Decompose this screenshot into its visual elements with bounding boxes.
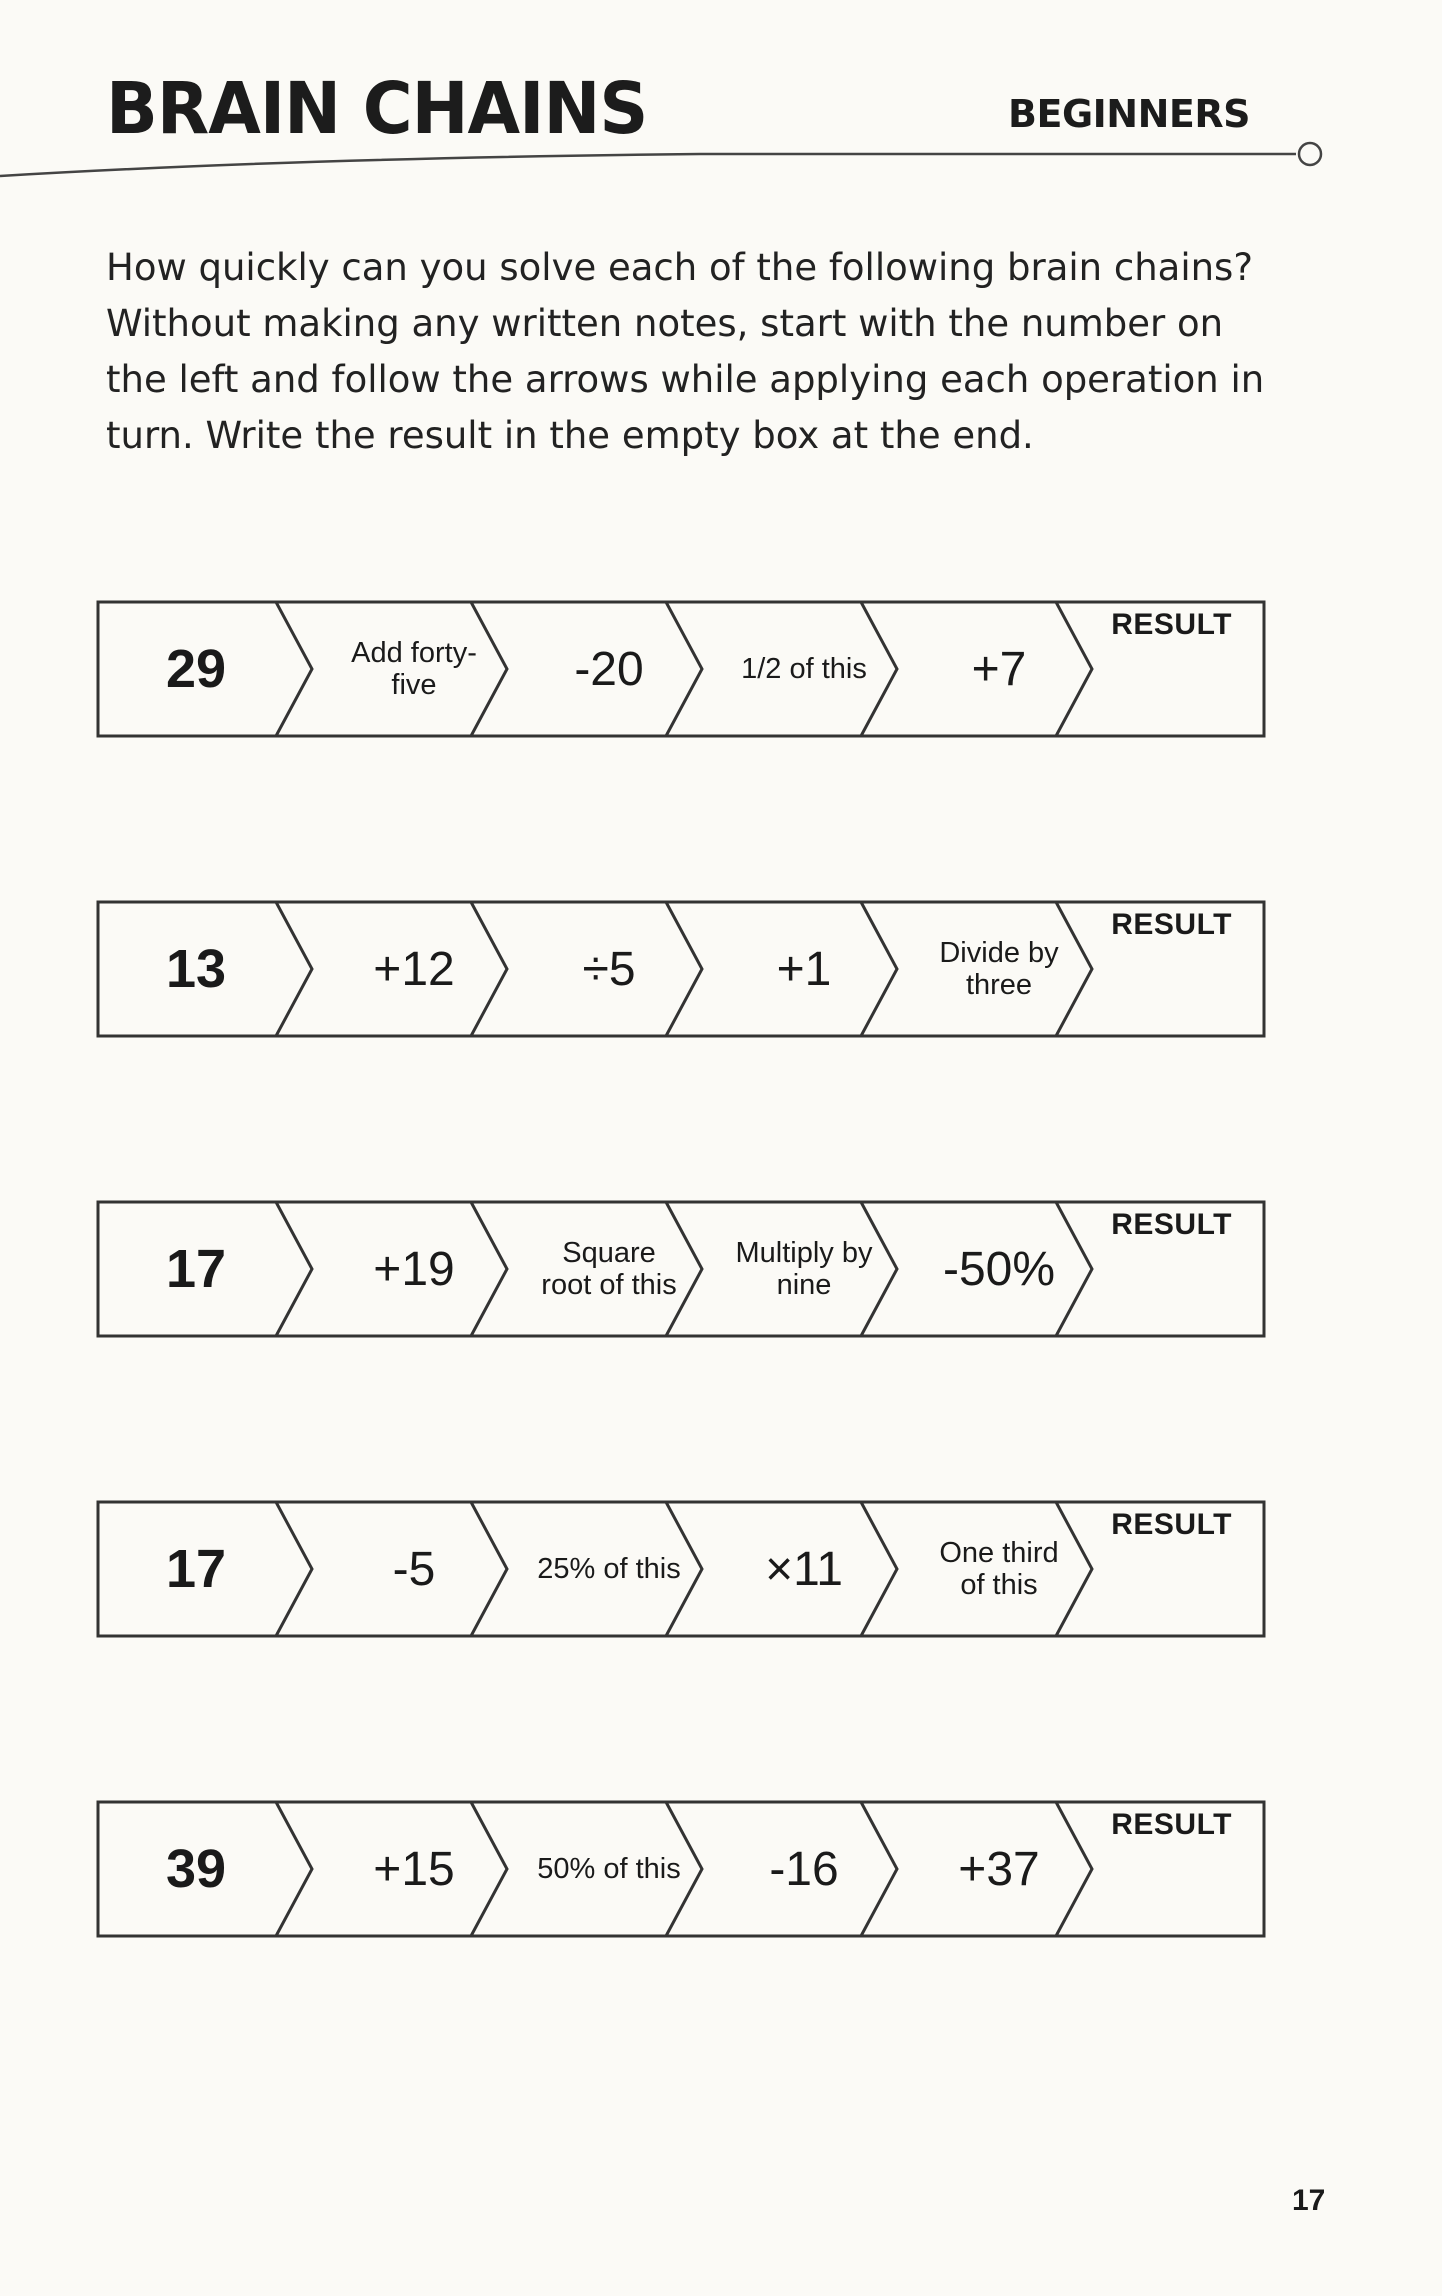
result-label: RESULT	[1111, 908, 1232, 941]
chevron-arrow	[276, 1502, 312, 1636]
brain-chain-row	[96, 600, 1266, 738]
operation-step: -5	[392, 1542, 436, 1596]
page-title: BRAIN CHAINS	[106, 68, 648, 151]
result-answer-box[interactable]	[1096, 600, 1256, 738]
brain-chain-row	[96, 1800, 1266, 1938]
start-number: 29	[165, 639, 227, 699]
operation-step: ×11	[765, 1542, 843, 1596]
operation-step: Divide by three	[939, 937, 1059, 1001]
result-label: RESULT	[1111, 608, 1232, 641]
result-answer-box[interactable]	[1096, 1200, 1256, 1338]
start-number: 17	[165, 1239, 227, 1299]
operation-step: One third of this	[939, 1537, 1059, 1601]
operation-step: -20	[574, 642, 644, 696]
operation-step: -16	[769, 1842, 839, 1896]
operation-step: Add forty-five	[351, 637, 477, 701]
operation-step: Square root of this	[541, 1237, 677, 1301]
operation-step: +7	[971, 642, 1027, 696]
chevron-arrow	[276, 602, 312, 736]
result-answer-box[interactable]	[1096, 900, 1256, 1038]
chevron-arrow	[276, 902, 312, 1036]
operation-step: +15	[373, 1842, 455, 1896]
operation-step: -50%	[942, 1242, 1056, 1296]
operation-step: +37	[958, 1842, 1040, 1896]
brain-chain-row	[96, 1500, 1266, 1638]
level-label: BEGINNERS	[1008, 92, 1250, 136]
operation-step: +1	[776, 942, 832, 996]
brain-chain-row	[96, 900, 1266, 1038]
instructions-text: How quickly can you solve each of the following brain chains? Without making any written notes, start with the number on the left and follow the arrows while applying each operation in turn. Write the result in the empty box at the end.	[106, 246, 1265, 457]
chevron-arrow	[276, 1802, 312, 1936]
operation-step: +19	[373, 1242, 455, 1296]
chevron-arrow	[276, 1202, 312, 1336]
result-label: RESULT	[1111, 1808, 1232, 1841]
result-label: RESULT	[1111, 1208, 1232, 1241]
operation-step: +12	[373, 942, 455, 996]
result-label: RESULT	[1111, 1508, 1232, 1541]
start-number: 39	[165, 1839, 227, 1899]
page-number: 17	[1292, 2184, 1326, 2217]
operation-step: Multiply by nine	[735, 1237, 873, 1301]
operation-step: 1/2 of this	[741, 653, 867, 685]
operation-step: 25% of this	[537, 1553, 681, 1585]
start-number: 17	[165, 1539, 227, 1599]
result-answer-box[interactable]	[1096, 1500, 1256, 1638]
start-number: 13	[165, 939, 227, 999]
header-rule	[0, 140, 1442, 180]
operation-step: ÷5	[582, 942, 636, 996]
result-answer-box[interactable]	[1096, 1800, 1256, 1938]
operation-step: 50% of this	[537, 1853, 681, 1885]
brain-chain-row	[96, 1200, 1266, 1338]
